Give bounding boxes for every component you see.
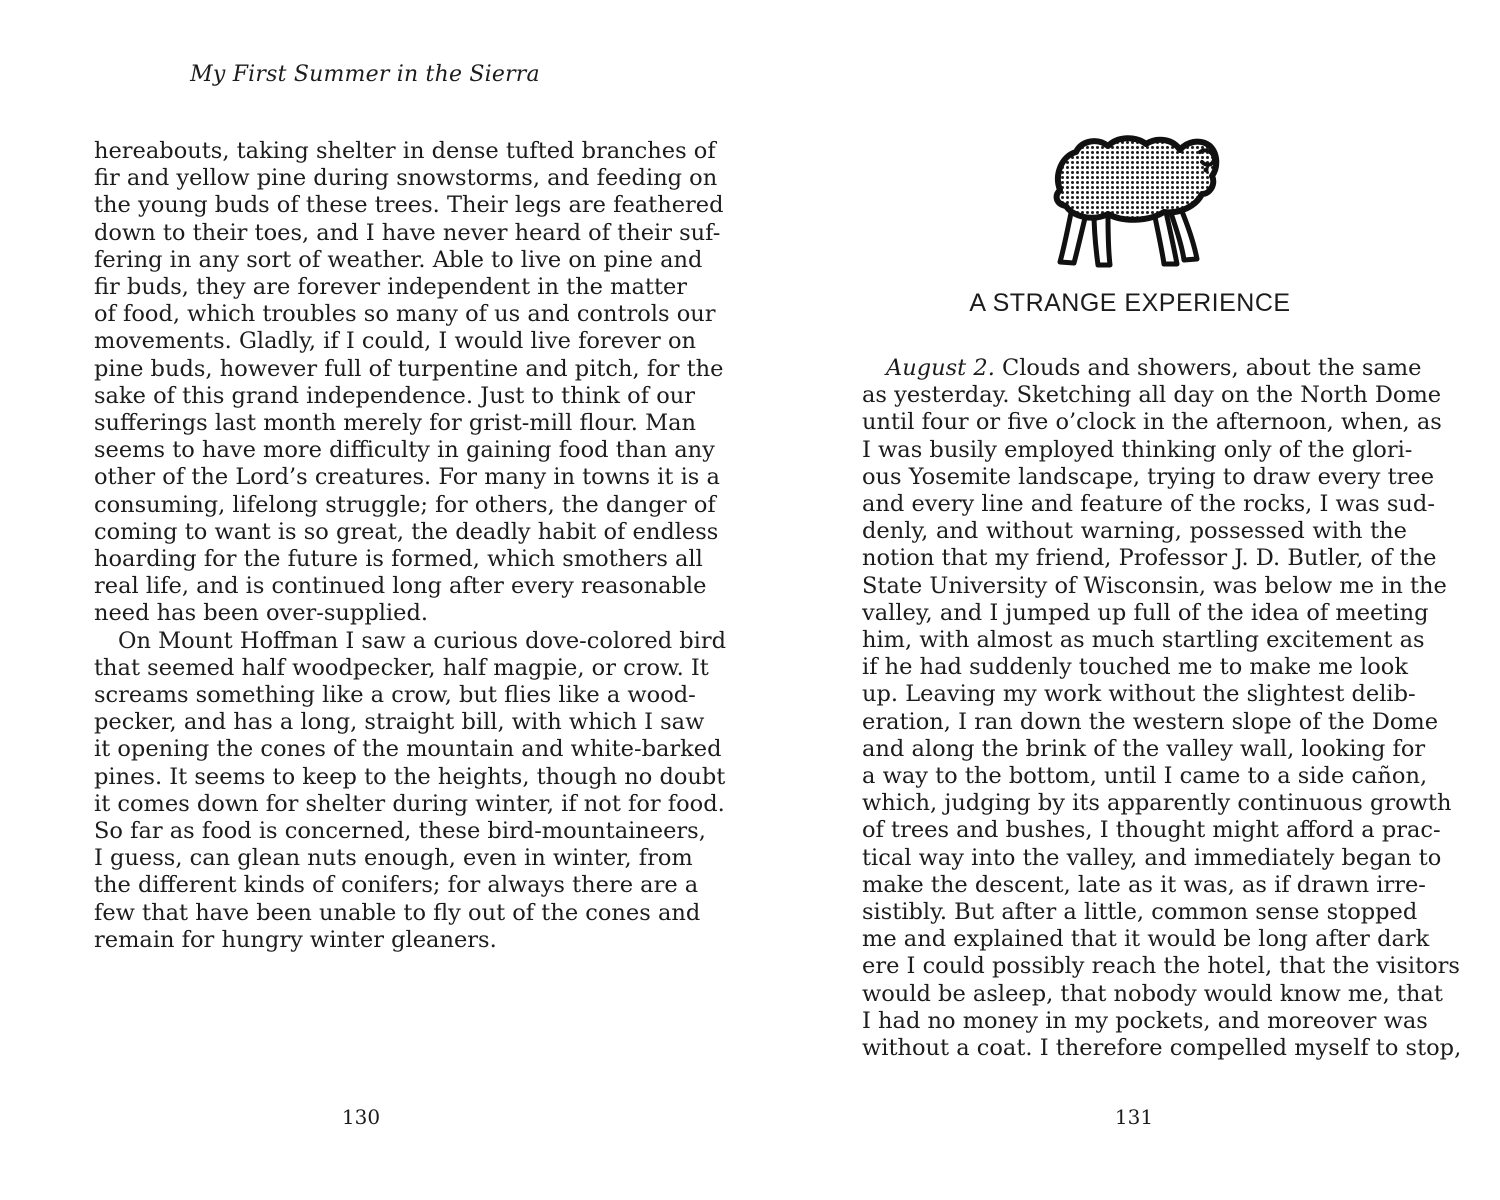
text-line: I guess, can glean nuts enough, even in winter, from (94, 845, 693, 872)
page-number: 131 (1114, 1105, 1154, 1129)
text-line: tical way into the valley, and immediately began to (862, 844, 1442, 871)
text-line: coming to want is so great, the deadly habit of endless (94, 518, 719, 545)
first-line-text: Clouds and showers, about the same (1002, 355, 1422, 381)
text-line: if he had suddenly touched me to make me look (862, 654, 1408, 681)
body-text (862, 355, 1462, 1062)
text-line: few that have been unable to fly out of the cones and (94, 899, 701, 926)
text-line: make the descent, late as it was, as if drawn irre- (862, 871, 1426, 898)
text-line: of trees and bushes, I thought might afford a prac- (862, 817, 1441, 844)
text-line: valley, and I jumped up full of the idea of meeting (862, 599, 1429, 626)
text-line: would be asleep, that nobody would know me, that (862, 980, 1443, 1007)
text-line: hoarding for the future is formed, which smothers all (94, 546, 703, 573)
text-line: seems to have more difficulty in gaining food than any (94, 437, 715, 464)
page-number: 130 (341, 1105, 381, 1129)
text-line: ous Yosemite landscape, trying to draw every tree (862, 463, 1435, 490)
text-line: pines. It seems to keep to the heights, though no doubt (94, 763, 726, 790)
text-line: and along the brink of the valley wall, looking for (862, 735, 1426, 762)
text-line: sake of this grand independence. Just to think of our (94, 382, 695, 409)
text-line: it opening the cones of the mountain and white-barked (94, 736, 722, 763)
text-line: eration, I ran down the western slope of the Dome (862, 708, 1439, 735)
text-line: fir and yellow pine during snowstorms, and feeding on (94, 165, 718, 192)
text-line: denly, and without warning, possessed with the (862, 518, 1407, 545)
text-line: sufferings last month merely for grist-mill flour. Man (94, 410, 697, 437)
text-line: I was busily employed thinking only of the glori- (862, 436, 1413, 463)
text-line: and every line and feature of the rocks, I was sud- (862, 491, 1435, 518)
text-line: need has been over-supplied. (94, 600, 428, 627)
text-line: the young buds of these trees. Their legs are feathered (94, 192, 724, 219)
text-line: of food, which troubles so many of us and controls our (94, 301, 716, 328)
text-line: a way to the bottom, until I came to a side cañon, (862, 763, 1428, 790)
text-line: consuming, lifelong struggle; for others, the danger of (94, 491, 716, 518)
body-text (94, 138, 727, 954)
text-line: which, judging by its apparently continuous growth (862, 790, 1452, 817)
text-line: until four or five o’clock in the afternoon, when, as (862, 409, 1442, 436)
chapter-title: A STRANGE EXPERIENCE (969, 289, 1291, 317)
text-line: it comes down for shelter during winter, if not for food. (94, 790, 725, 817)
date-label: August 2. (886, 355, 995, 381)
text-line: sistibly. But after a little, common sense stopped (862, 899, 1418, 926)
text-line: fering in any sort of weather. Able to live on pine and (94, 246, 703, 273)
text-line: without a coat. I therefore compelled myself to stop, (862, 1035, 1462, 1062)
text-line: So far as food is concerned, these bird-mountaineers, (94, 818, 706, 845)
text-line: I had no money in my pockets, and moreover was (862, 1007, 1428, 1034)
text-line: pine buds, however full of turpentine and pitch, for the (94, 355, 724, 382)
text-line: On Mount Hoffman I saw a curious dove-colored bird (118, 627, 727, 654)
text-line: pecker, and has a long, straight bill, with which I saw (94, 709, 705, 736)
text-line: other of the Lord’s creatures. For many in towns it is a (94, 464, 720, 491)
text-line: him, with almost as much startling excitement as (862, 627, 1425, 654)
text-line: that seemed half woodpecker, half magpie, or crow. It (94, 654, 709, 681)
text-line: down to their toes, and I have never heard of their suf- (94, 219, 721, 246)
text-line: notion that my friend, Professor J. D. Butler, of the (862, 545, 1437, 572)
running-head: My First Summer in the Sierra (190, 62, 540, 87)
text-line: remain for hungry winter gleaners. (94, 926, 497, 953)
text-line (862, 355, 1422, 382)
text-line: screams something like a crow, but flies like a wood- (94, 682, 696, 709)
text-line: hereabouts, taking shelter in dense tufted branches of (94, 138, 716, 164)
text-line: me and explained that it would be long after dark (862, 926, 1430, 953)
text-line: fir buds, they are forever independent in the matter (94, 274, 688, 301)
text-line: the different kinds of conifers; for always there are a (94, 872, 699, 899)
text-line: as yesterday. Sketching all day on the North Dome (862, 382, 1442, 409)
text-line: real life, and is continued long after every reasonable (94, 573, 707, 600)
right-page (750, 0, 1500, 1200)
text-line: State University of Wisconsin, was below me in the (862, 572, 1447, 599)
text-line: movements. Gladly, if I could, I would live forever on (94, 328, 696, 355)
sheep-icon (1050, 130, 1220, 275)
text-line: ere I could possibly reach the hotel, that the visitors (862, 953, 1460, 980)
text-line: up. Leaving my work without the slightest delib- (862, 681, 1416, 708)
